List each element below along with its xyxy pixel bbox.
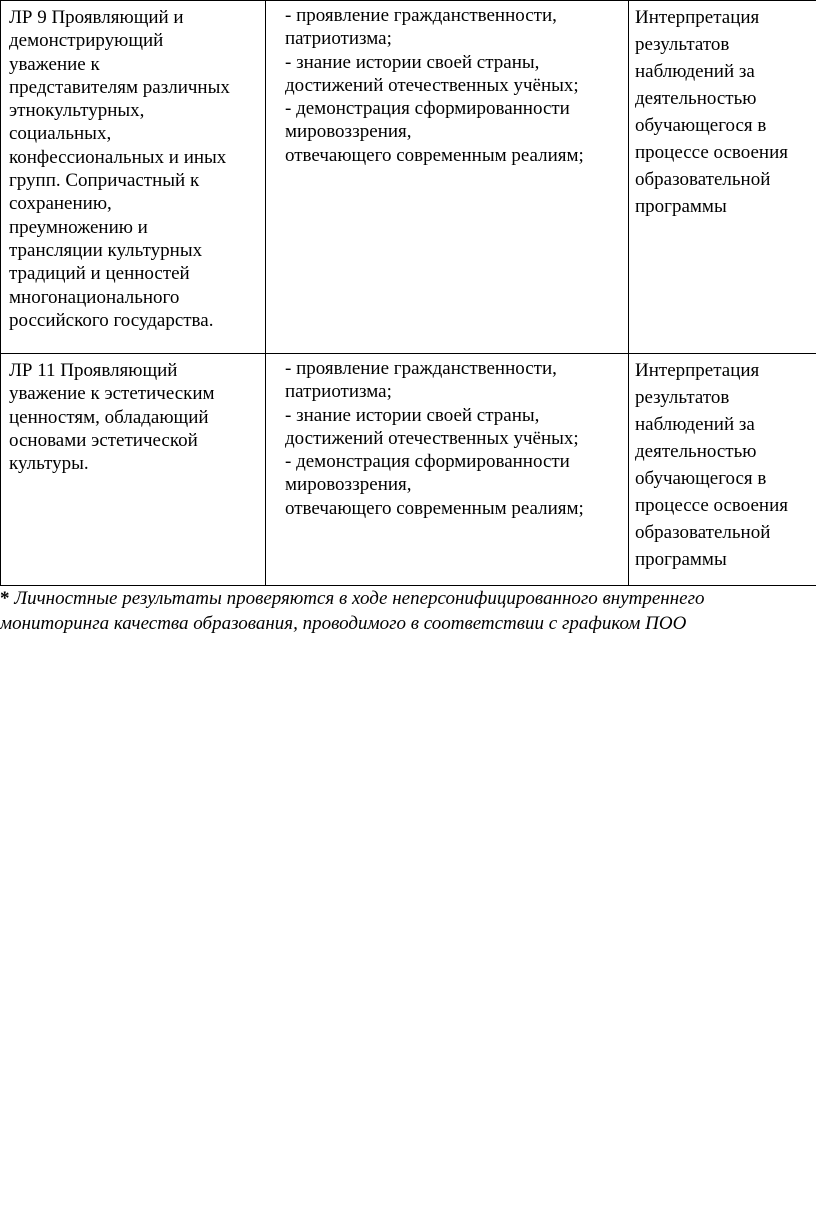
indicators-text: - проявление гражданственности, патриотизма; - знание истории своей страны, достижений отечественных учёных; - демонстрация сформированности мировоззрения, отвечающего современным реалиям; bbox=[285, 358, 584, 519]
indicators-text: - проявление гражданственности, патриотизма; - знание истории своей страны, достижений отечественных учёных; - демонстрация сформированности мировоззрения, отвечающего современным реалиям; bbox=[285, 5, 584, 166]
footnote-text: Личностные результаты проверяются в ходе неперсонифицированного внутреннего мониторинга качества образования, проводимого в соответствии с графиком ПОО bbox=[0, 588, 705, 634]
indicators-cell bbox=[266, 354, 629, 586]
assessment-text: Интерпретация результатов наблюдений за деятельностью обучающегося в процессе освоения образовательной программы bbox=[635, 360, 789, 570]
table-row bbox=[1, 1, 816, 354]
assessment-cell bbox=[629, 1, 816, 354]
table-row bbox=[1, 354, 816, 586]
indicators-cell bbox=[266, 1, 629, 354]
footnote-marker: * bbox=[0, 588, 10, 609]
assessment-cell bbox=[629, 354, 816, 586]
competency-cell bbox=[1, 1, 266, 354]
assessment-text: Интерпретация результатов наблюдений за деятельностью обучающегося в процессе освоения образовательной программы bbox=[635, 7, 789, 217]
footnote bbox=[0, 586, 812, 636]
competency-cell bbox=[1, 354, 266, 586]
competency-text: ЛР 11 Проявляющий уважение к эстетическим ценностям, обладающий основами эстетической культуры. bbox=[9, 360, 215, 475]
results-table bbox=[0, 0, 816, 586]
competency-text: ЛР 9 Проявляющий и демонстрирующий уважение к представителям различных этнокультурных, социальных, конфессиональных и иных групп. Сопричастный к сохранению, преумножению и трансляции культурных традиций и ценностей многонационального российского государства. bbox=[9, 7, 230, 331]
